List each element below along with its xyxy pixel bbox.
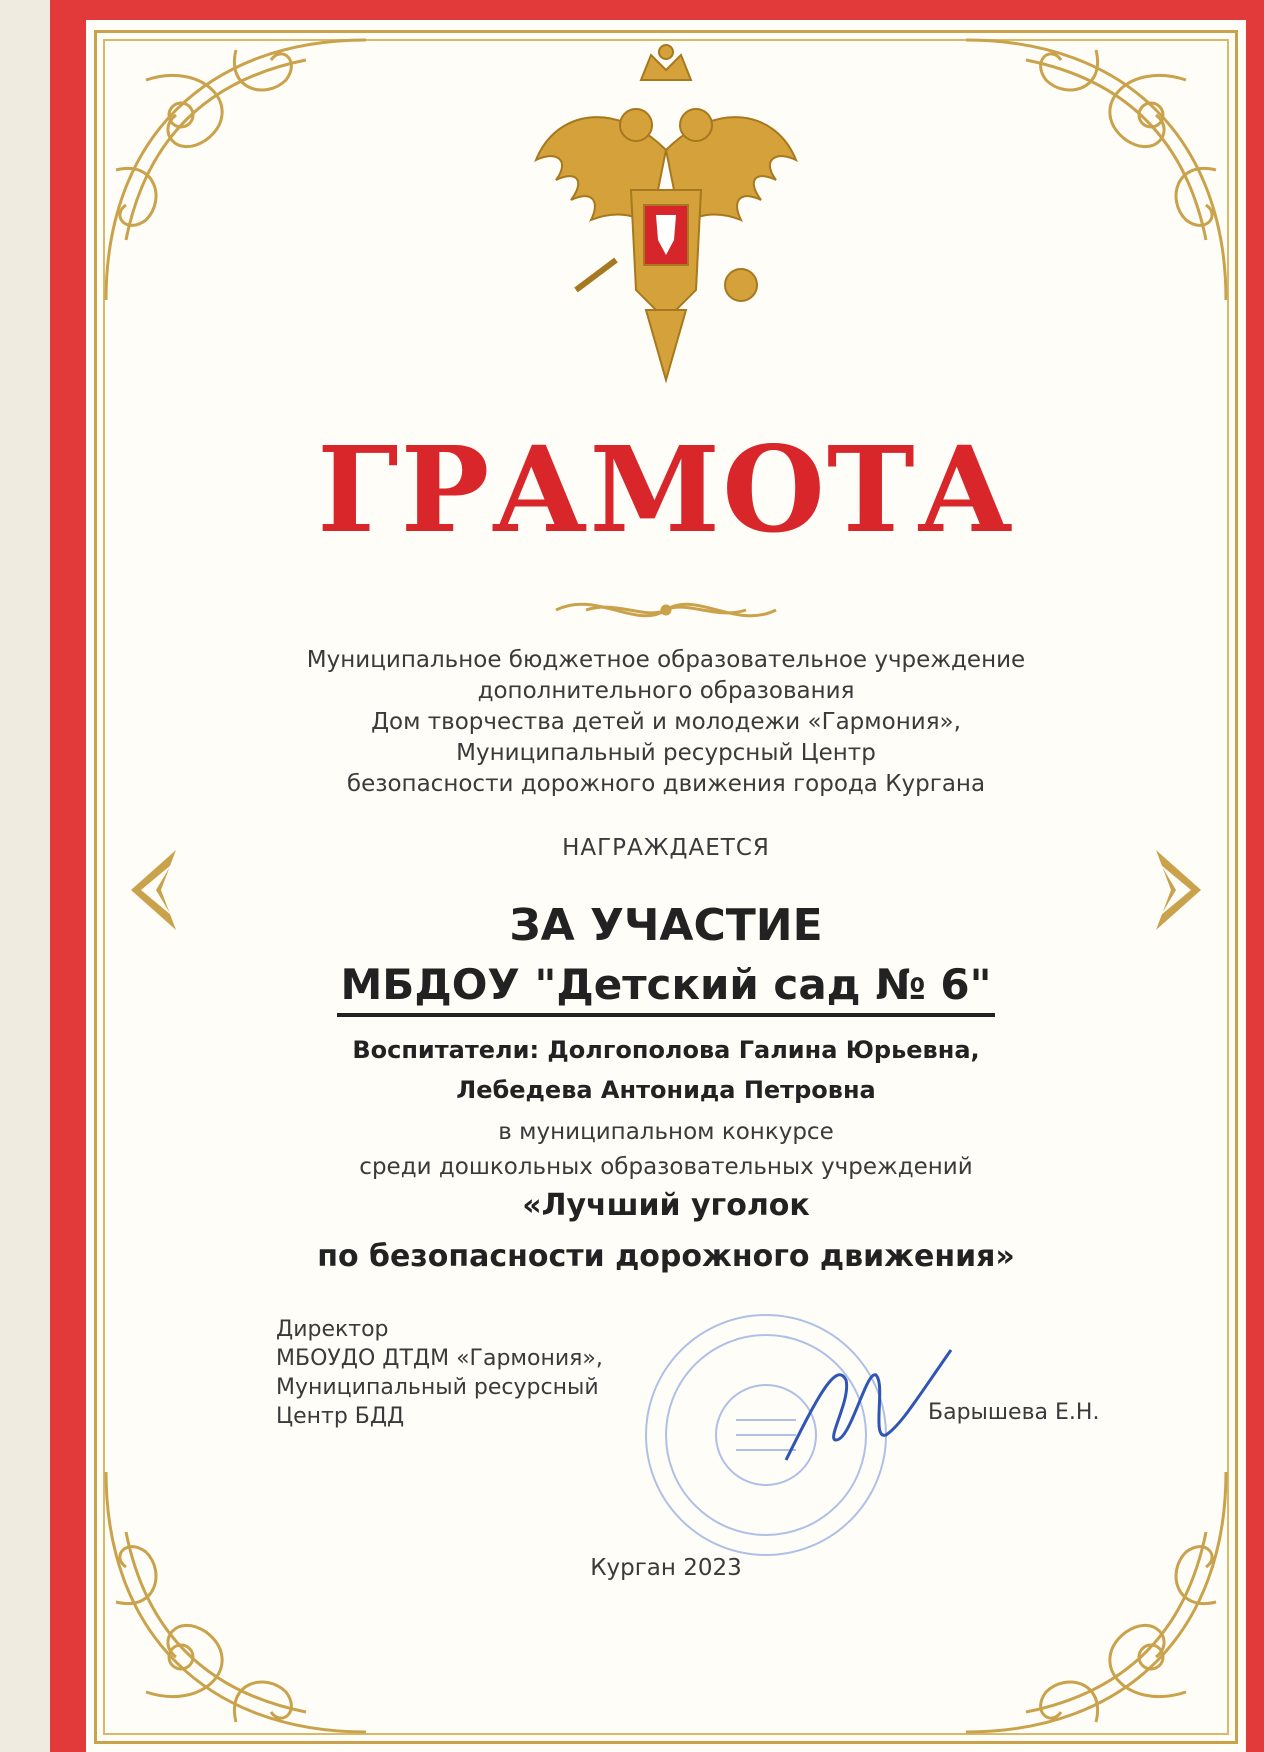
- teachers-line: Воспитатели: Долгополова Галина Юрьевна,: [352, 1036, 980, 1064]
- certificate-inner: [86, 20, 1246, 1752]
- director-line: Директор: [276, 1317, 389, 1342]
- contest-intro-line: среди дошкольных образовательных учреждений: [359, 1154, 973, 1180]
- director-line: Муниципальный ресурсный: [276, 1375, 599, 1400]
- teachers-block: [86, 1030, 1246, 1110]
- certificate-sheet: [50, 0, 1264, 1752]
- organization-line: Муниципальный ресурсный Центр: [456, 740, 876, 766]
- organization-line: безопасности дорожного движения города Кургана: [346, 771, 986, 797]
- organization-line: Муниципальное бюджетное образовательное учреждение: [306, 647, 1026, 673]
- sheet-edge: [0, 0, 50, 1752]
- organization-block: [86, 645, 1246, 800]
- contest-name: [86, 1180, 1246, 1282]
- organization-line: Дом творчества детей и молодежи «Гармония»,: [371, 709, 961, 735]
- recipient-text: МБДОУ "Детский сад № 6": [337, 960, 996, 1017]
- signer-name: Барышева Е.Н.: [928, 1400, 1100, 1425]
- director-block: [276, 1315, 603, 1431]
- contest-name-line: по безопасности дорожного движения»: [317, 1239, 1015, 1274]
- award-reason: ЗА УЧАСТИЕ: [509, 900, 823, 951]
- awarded-label: НАГРАЖДАЕТСЯ: [562, 835, 770, 861]
- contest-name-line: «Лучший уголок: [522, 1188, 810, 1223]
- director-line: Центр БДД: [276, 1404, 405, 1429]
- director-line: МБОУДО ДТДМ «Гармония»,: [276, 1346, 603, 1371]
- contest-intro: [86, 1115, 1246, 1185]
- certificate-title: ГРАМОТА: [317, 420, 1015, 559]
- decorative-divider: [546, 590, 786, 630]
- recipient-name: [86, 960, 1246, 1017]
- organization-line: дополнительного образования: [477, 678, 855, 704]
- contest-intro-line: в муниципальном конкурсе: [498, 1119, 834, 1145]
- coat-of-arms-emblem: [516, 40, 816, 410]
- place-year: Курган 2023: [590, 1555, 742, 1581]
- teachers-line: Лебедева Антонида Петровна: [456, 1076, 876, 1104]
